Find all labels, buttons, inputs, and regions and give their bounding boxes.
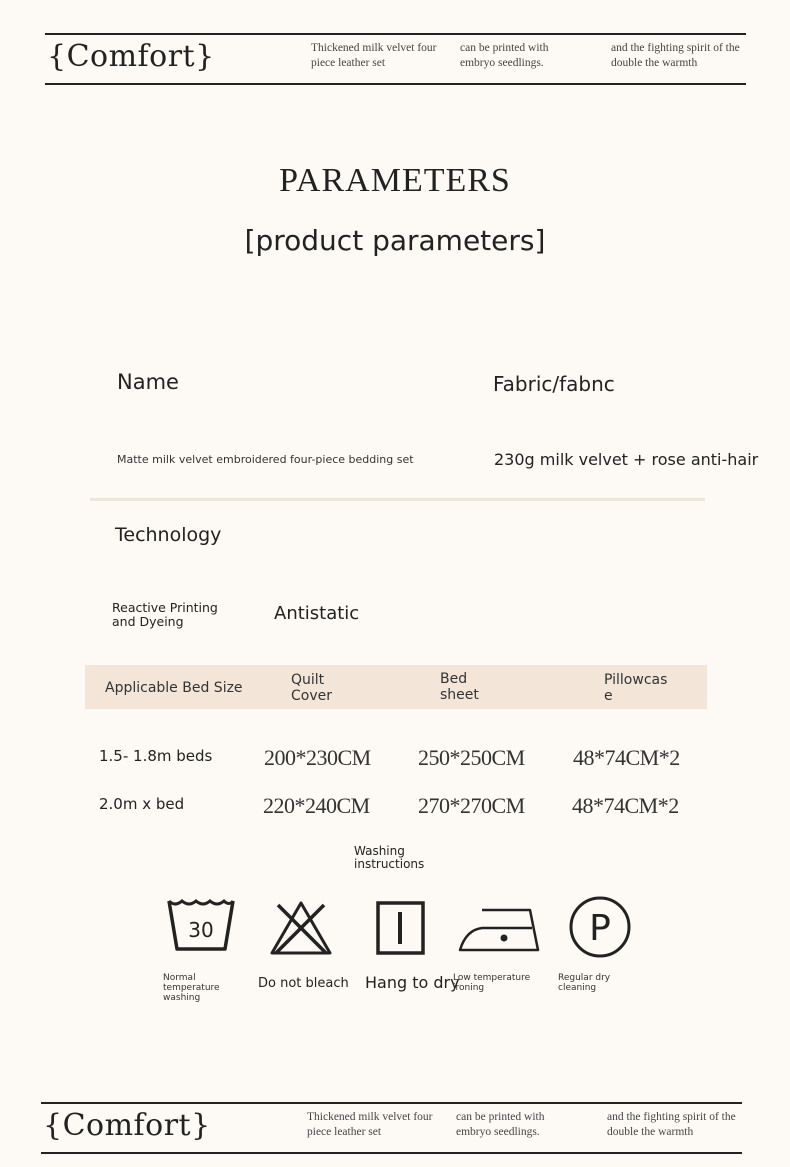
caption-no-bleach: Do not bleach [258, 976, 349, 991]
header-tagline-3: and the fighting spirit of the double the warmth [611, 42, 740, 69]
wash-temp-text: 30 [188, 918, 214, 942]
page-title: PARAMETERS [279, 162, 511, 199]
dry-clean-p-icon [567, 894, 633, 960]
dry-clean-letter: P [589, 908, 611, 949]
name-label: Name [117, 370, 179, 394]
header-band [45, 33, 746, 85]
footer-tagline-3: and the fighting spirit of the double the warmth [607, 1111, 736, 1138]
size-table-header [85, 665, 707, 709]
header-quilt-cover: Quilt Cover [291, 672, 332, 704]
caption-dry-clean: Regular dry cleaning [558, 973, 611, 993]
section-divider [90, 498, 705, 501]
row-1-quilt: 200*230CM [264, 745, 371, 770]
row-2-label: 2.0m x bed [99, 795, 185, 813]
name-value: Matte milk velvet embroidered four-piece bedding set [117, 453, 414, 466]
row-1-pillow: 48*74CM*2 [573, 745, 680, 770]
header-pillowcase: Pillowcase [604, 672, 668, 704]
footer-band [41, 1102, 742, 1154]
low-iron-icon [456, 904, 542, 956]
technology-value-printing: Reactive Printing and Dyeing [112, 600, 218, 629]
header-bed-size: Applicable Bed Size [105, 680, 243, 696]
fabric-label: Fabric/fabnc [493, 372, 615, 396]
row-2-sheet: 270*270CM [418, 793, 525, 818]
footer-tagline-2: can be printed with embryo seedlings. [456, 1111, 545, 1138]
washing-title: Washing instructions [354, 844, 425, 871]
caption-hang-dry: Hang to dry [365, 973, 460, 992]
row-1-label: 1.5- 1.8m beds [99, 747, 213, 765]
row-2-pillow: 48*74CM*2 [572, 793, 679, 818]
brand-logo: {Comfort} [47, 39, 215, 74]
no-bleach-icon [268, 897, 334, 957]
hang-dry-icon [375, 900, 427, 956]
footer-brand-logo: {Comfort} [43, 1108, 211, 1143]
caption-low-iron: Low temperature ironing [453, 973, 531, 993]
technology-label: Technology [115, 524, 222, 546]
header-bed-sheet: Bed sheet [440, 671, 479, 703]
technology-value-antistatic: Antistatic [274, 603, 360, 624]
fabric-value: 230g milk velvet + rose anti-hair [494, 450, 759, 469]
header-tagline-2: can be printed with embryo seedlings. [460, 42, 549, 69]
caption-normal-wash: Normal temperature washing [163, 973, 220, 1003]
page-subtitle: [product parameters] [244, 224, 546, 257]
header-tagline-1: Thickened milk velvet four piece leather set [311, 42, 437, 69]
row-1-sheet: 250*250CM [418, 745, 525, 770]
wash-30-icon [163, 893, 239, 959]
footer-tagline-1: Thickened milk velvet four piece leather set [307, 1111, 433, 1138]
row-2-quilt: 220*240CM [263, 793, 370, 818]
